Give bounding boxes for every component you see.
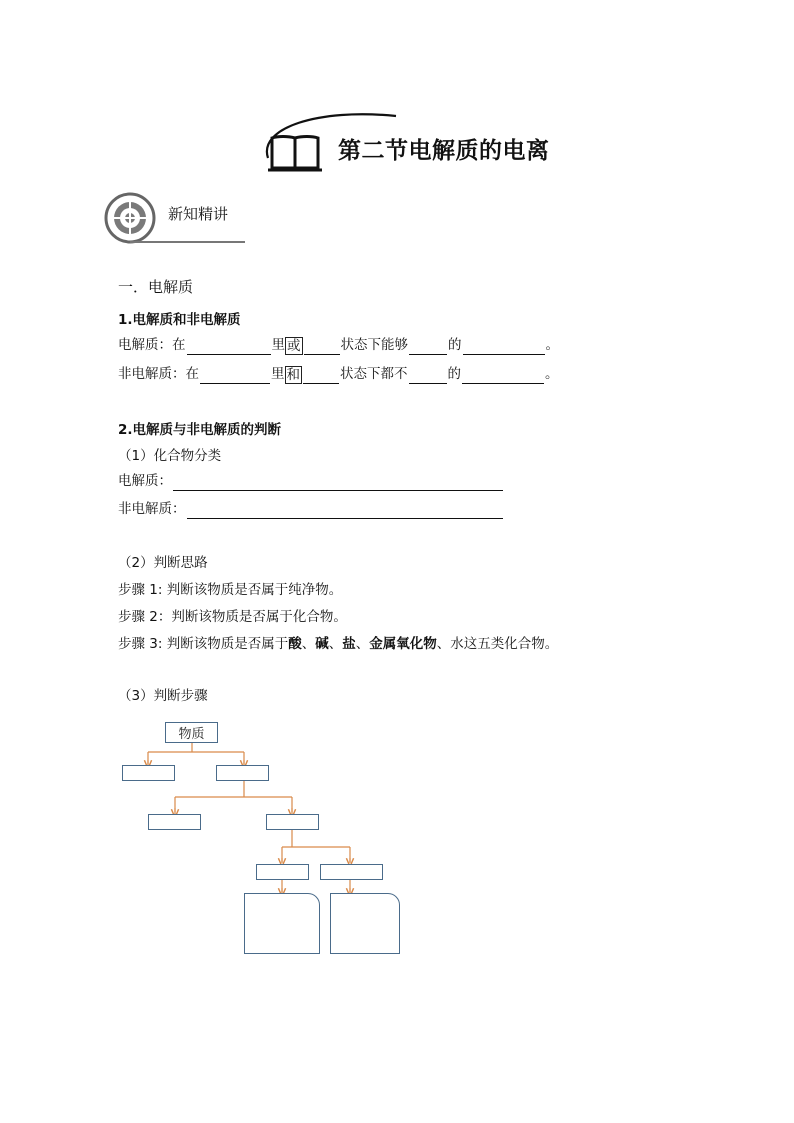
flow-node-blank[interactable] <box>266 814 319 830</box>
step-1: 步骤 1: 判断该物质是否属于纯净物。 <box>118 582 343 598</box>
boxed-word: 和 <box>286 367 300 383</box>
connector-root <box>148 742 244 764</box>
def-state: 状态下能够 <box>340 337 408 353</box>
flow-node-blank[interactable] <box>122 765 175 781</box>
class-label: 非电解质： <box>118 501 186 517</box>
def-end: 。 <box>545 337 559 353</box>
flow-node-blank[interactable] <box>216 765 269 781</box>
def-state: 状态下都不 <box>340 366 408 382</box>
def-li: 里 <box>271 366 285 382</box>
class-label: 电解质： <box>118 473 172 489</box>
separator: 、 <box>328 636 343 652</box>
flow-node-answer-box[interactable] <box>244 893 320 954</box>
item-judgment-idea: （2）判断思路 <box>118 555 208 571</box>
item-compound-classification: （1）化合物分类 <box>118 448 222 464</box>
boxed-word: 或 <box>287 338 301 354</box>
step-3-prefix: 步骤 3: 判断该物质是否属于 <box>118 636 289 652</box>
item-judgment-steps: （3）判断步骤 <box>118 688 208 704</box>
keyword-metal-oxide: 金属氧化物 <box>369 636 437 652</box>
flow-node-blank[interactable] <box>256 864 309 880</box>
step-2: 步骤 2：判断该物质是否属于化合物。 <box>118 609 347 625</box>
flow-node-blank[interactable] <box>320 864 383 880</box>
def-term: 电解质：在 <box>118 337 186 353</box>
section-label: 新知精讲 <box>168 205 229 223</box>
keyword-base: 碱 <box>315 636 329 652</box>
subheading-electrolyte-nonelectrolyte: 1.电解质和非电解质 <box>118 312 241 328</box>
def-de: 的 <box>448 337 462 353</box>
connector-level3 <box>282 829 350 862</box>
heading-electrolyte: 一．电解质 <box>118 278 194 296</box>
separator: 、 <box>355 636 370 652</box>
def-end: 。 <box>545 366 559 382</box>
connector-level2 <box>175 781 292 812</box>
step-3-suffix: 、水这五类化合物。 <box>436 636 559 652</box>
keyword-acid: 酸 <box>288 636 302 652</box>
def-de: 的 <box>447 366 461 382</box>
flow-node-answer-box[interactable] <box>330 893 400 954</box>
page-title: 第二节电解质的电离 <box>338 138 550 164</box>
separator: 、 <box>301 636 316 652</box>
flow-node-blank[interactable] <box>148 814 201 830</box>
flow-node-root: 物质 <box>165 722 218 743</box>
def-term: 非电解质：在 <box>118 366 199 382</box>
subheading-judgment: 2.电解质与非电解质的判断 <box>118 422 282 438</box>
def-li: 里 <box>271 337 285 353</box>
keyword-salt: 盐 <box>342 636 356 652</box>
